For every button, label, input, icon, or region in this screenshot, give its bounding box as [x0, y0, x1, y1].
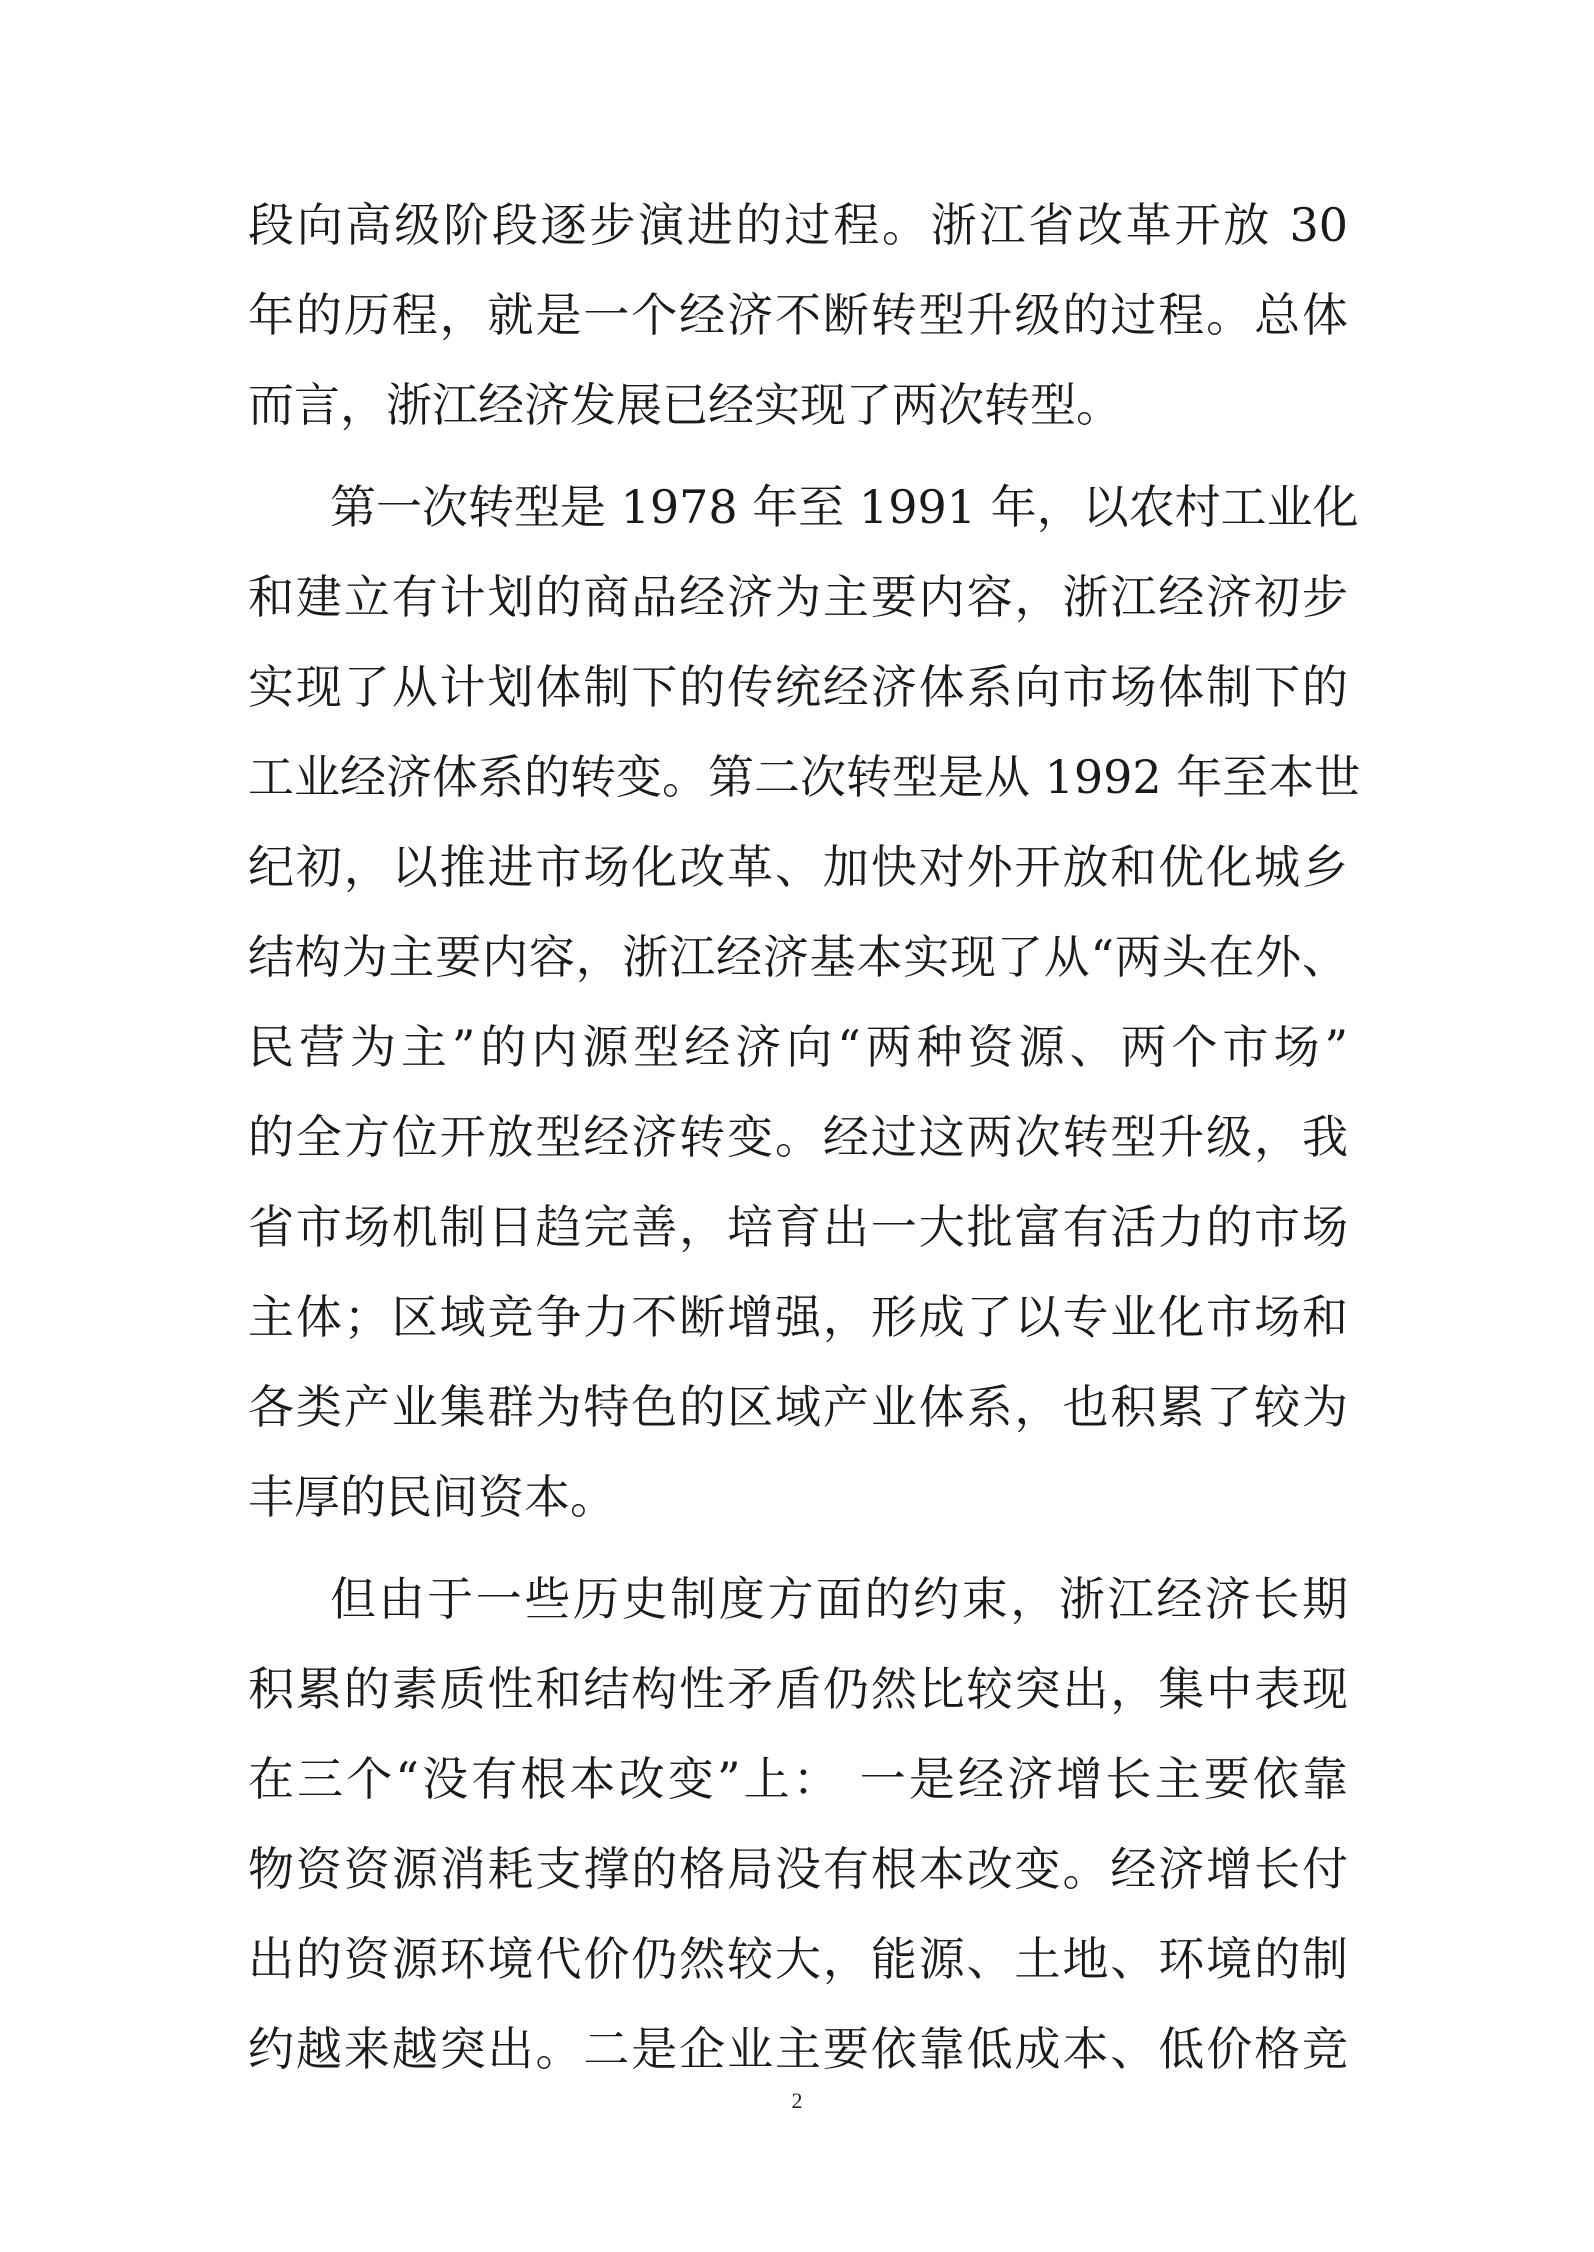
text-line: 结构为主要内容，浙江经济基本实现了从“两头在外、 [248, 930, 1348, 984]
text-line: 省市场机制日趋完善，培育出一大批富有活力的市场 [248, 1200, 1348, 1254]
text-line: 而言，浙江经济发展已经实现了两次转型。 [248, 378, 1122, 432]
page-number: 2 [791, 2088, 803, 2113]
text-line: 和建立有计划的商品经济为主要内容，浙江经济初步 [248, 570, 1348, 624]
text-line: 实现了从计划体制下的传统经济体系向市场体制下的 [248, 660, 1348, 714]
text-line: 在三个“没有根本改变”上： 一是经济增长主要依靠 [248, 1752, 1348, 1806]
text-line: 丰厚的民间资本。 [248, 1470, 616, 1524]
text-line: 纪初，以推进市场化改革、加快对外开放和优化城乡 [248, 840, 1348, 894]
text-line: 物资资源消耗支撑的格局没有根本改变。经济增长付 [248, 1842, 1348, 1896]
text-line: 段向高级阶段逐步演进的过程。浙江省改革开放 30 [248, 198, 1348, 252]
paragraph-first-line: 第一次转型是 1978 年至 1991 年，以农村工业化 [330, 480, 1359, 534]
paragraph-first-line: 但由于一些历史制度方面的约束，浙江经济长期 [330, 1572, 1348, 1626]
text-line: 年的历程，就是一个经济不断转型升级的过程。总体 [248, 288, 1348, 342]
text-line: 工业经济体系的转变。第二次转型是从 1992 年至本世 [248, 750, 1361, 804]
text-line: 出的资源环境代价仍然较大，能源、土地、环境的制 [248, 1932, 1348, 1986]
text-line: 积累的素质性和结构性矛盾仍然比较突出，集中表现 [248, 1662, 1348, 1716]
text-line: 约越来越突出。二是企业主要依靠低成本、低价格竞 [248, 2022, 1348, 2076]
text-line: 主体；区域竞争力不断增强，形成了以专业化市场和 [248, 1290, 1348, 1344]
text-line: 民营为主”的内源型经济向“两种资源、两个市场” [248, 1020, 1348, 1074]
text-line: 的全方位开放型经济转变。经过这两次转型升级，我 [248, 1110, 1348, 1164]
text-line: 各类产业集群为特色的区域产业体系，也积累了较为 [248, 1380, 1348, 1434]
